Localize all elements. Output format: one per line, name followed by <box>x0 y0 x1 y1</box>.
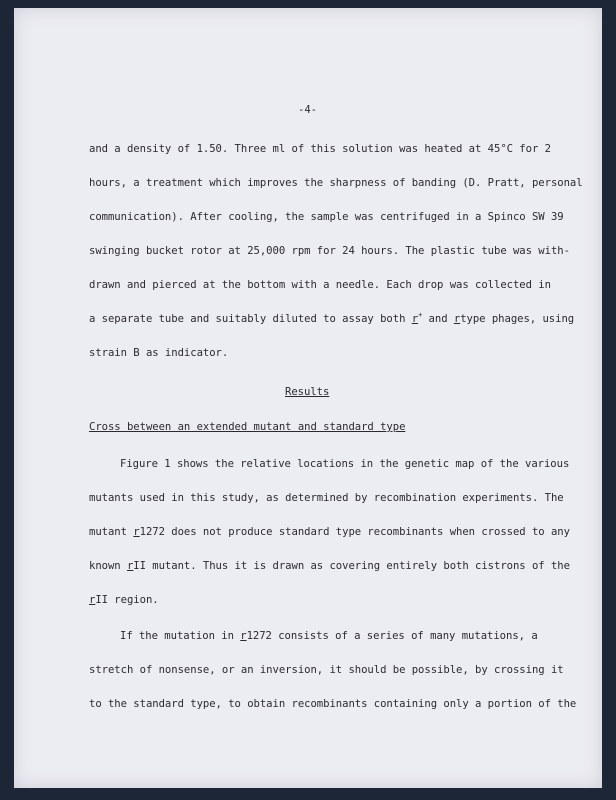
subsection-heading: Cross between an extended mutant and standard type <box>89 421 406 433</box>
text-line: strain B as indicator. <box>89 347 229 359</box>
text-line: stretch of nonsense, or an inversion, it should be possible, by crossing it <box>89 664 564 676</box>
section-heading: Results <box>285 386 330 398</box>
text-line: drawn and pierced at the bottom with a needle. Each drop was collected in <box>89 279 551 291</box>
text-line: Figure 1 shows the relative locations in the genetic map of the various <box>120 458 570 470</box>
text-line: swinging bucket rotor at 25,000 rpm for 24 hours. The plastic tube was with- <box>89 245 570 257</box>
text-line: mutants used in this study, as determined by recombination experiments. The <box>89 492 564 504</box>
page-number: -4- <box>298 104 317 116</box>
text-line: If the mutation in r1272 consists of a series of many mutations, a <box>120 630 538 642</box>
document-page <box>14 8 602 788</box>
text-line: rII region. <box>89 594 159 606</box>
text-line: and a density of 1.50. Three ml of this solution was heated at 45°C for 2 <box>89 143 551 155</box>
text-line: mutant r1272 does not produce standard type recombinants when crossed to any <box>89 526 570 538</box>
text-line: to the standard type, to obtain recombinants containing only a portion of the <box>89 698 577 710</box>
text-line: hours, a treatment which improves the sharpness of banding (D. Pratt, personal <box>89 177 583 189</box>
text-line: communication). After cooling, the sample was centrifuged in a Spinco SW 39 <box>89 211 564 223</box>
text-line: known rII mutant. Thus it is drawn as covering entirely both cistrons of the <box>89 560 570 572</box>
text-line: a separate tube and suitably diluted to assay both r+ and rtype phages, using <box>89 311 575 325</box>
